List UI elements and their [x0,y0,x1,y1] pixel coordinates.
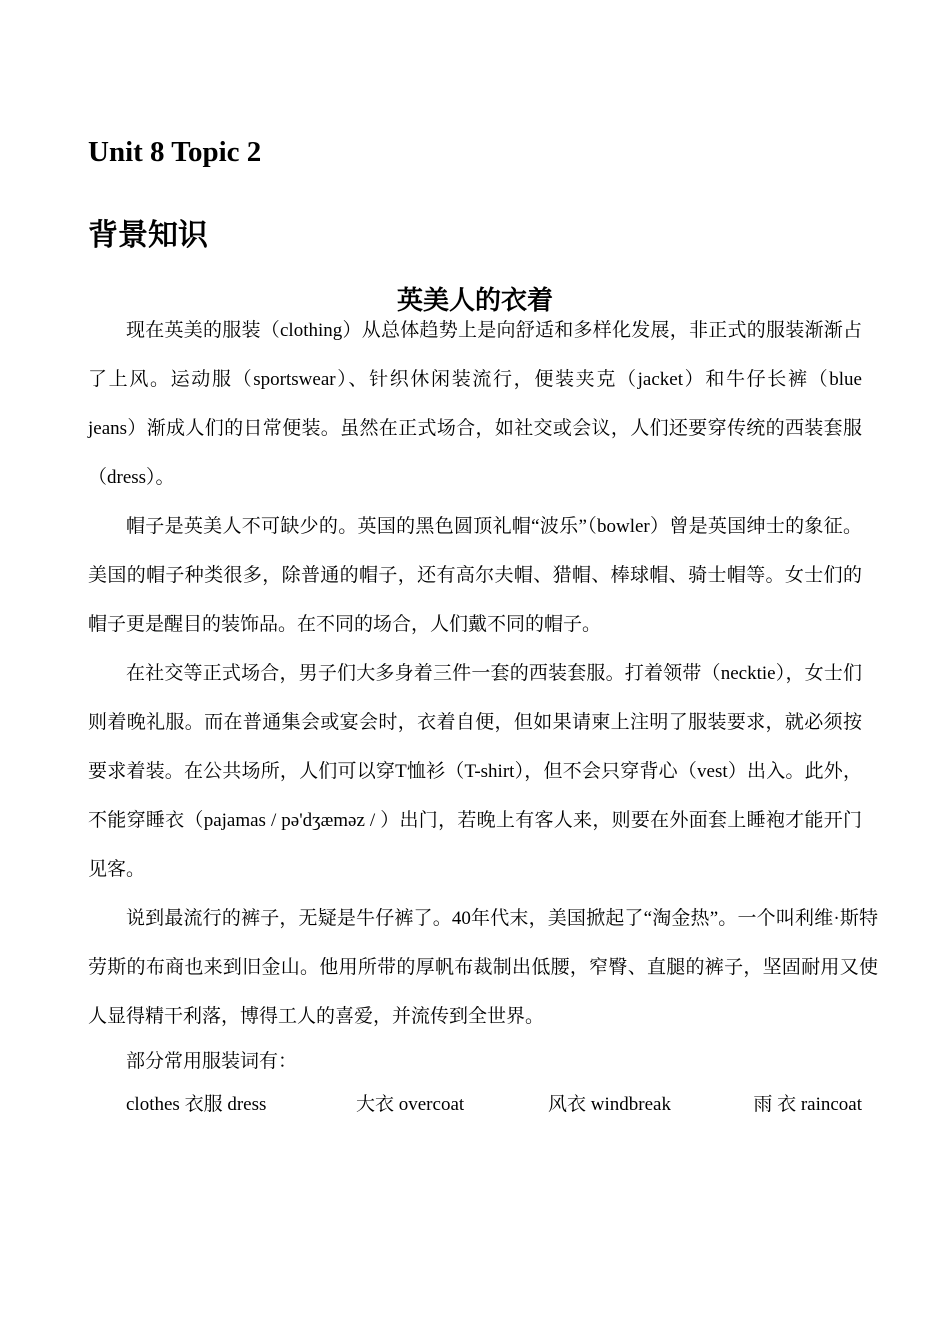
vocab-item: 大衣 overcoat [356,1094,465,1115]
vocab-item: 雨 衣 raincoat [753,1094,862,1115]
vocab-item: clothes 衣服 dress [126,1094,267,1115]
paragraph-jeans: 说到最流行的裤子，无疑是牛仔裤了。40年代末，美国掀起了“淘金热”。一个叫利维·斯特劳斯的布商也来到旧金山。他用所带的厚帆布裁制出低腰，窄臀、直腿的裤子，坚固耐用又使人显得精干利落，博得工人的喜爱，并流传到全世界。 [88,908,878,1027]
unit-title: Unit 8 Topic 2 [88,136,262,168]
paragraph-hats: 帽子是英美人不可缺少的。英国的黑色圆顶礼帽“波乐”（bowler）曾是英国绅士的象征。美国的帽子种类很多，除普通的帽子，还有高尔夫帽、猎帽、棒球帽、骑士帽等。女士们的帽子更是醒目的装饰品。在不同的场合，人们戴不同的帽子。 [88,516,862,635]
paragraph-clothing: 现在英美的服装（clothing）从总体趋势上是向舒适和多样化发展，非正式的服装渐渐占了上风。运动服（sportswear）、针织休闲装流行，便装夹克（jacket）和牛仔长裤（blue jeans）渐成人们的日常便装。虽然在正式场合，如社交或会议，人们还要穿传统的西装套服（dress）。 [88,320,862,488]
vocab-intro: 部分常用服装词有： [126,1051,298,1072]
paragraph-formal-wear: 在社交等正式场合，男子们大多身着三件一套的西装套服。打着领带（necktie），女士们则着晚礼服。而在普通集会或宴会时，衣着自便，但如果请柬上注明了服装要求，就必须按要求着装。在公共场所，人们可以穿T恤衫（T-shirt），但不会只穿背心（vest）出入。此外，不能穿睡衣（pajamas / pə'dʒæməz / ）出门，若晚上有客人来，则要在外面套上睡袍才能开门见客。 [88,663,862,880]
vocab-item: 风衣 windbreak [548,1094,671,1115]
vocab-list [88,1083,862,1127]
article-title: 英美人的衣着 [396,286,553,315]
section-title: 背景知识 [88,219,208,252]
article-body [88,306,878,1127]
